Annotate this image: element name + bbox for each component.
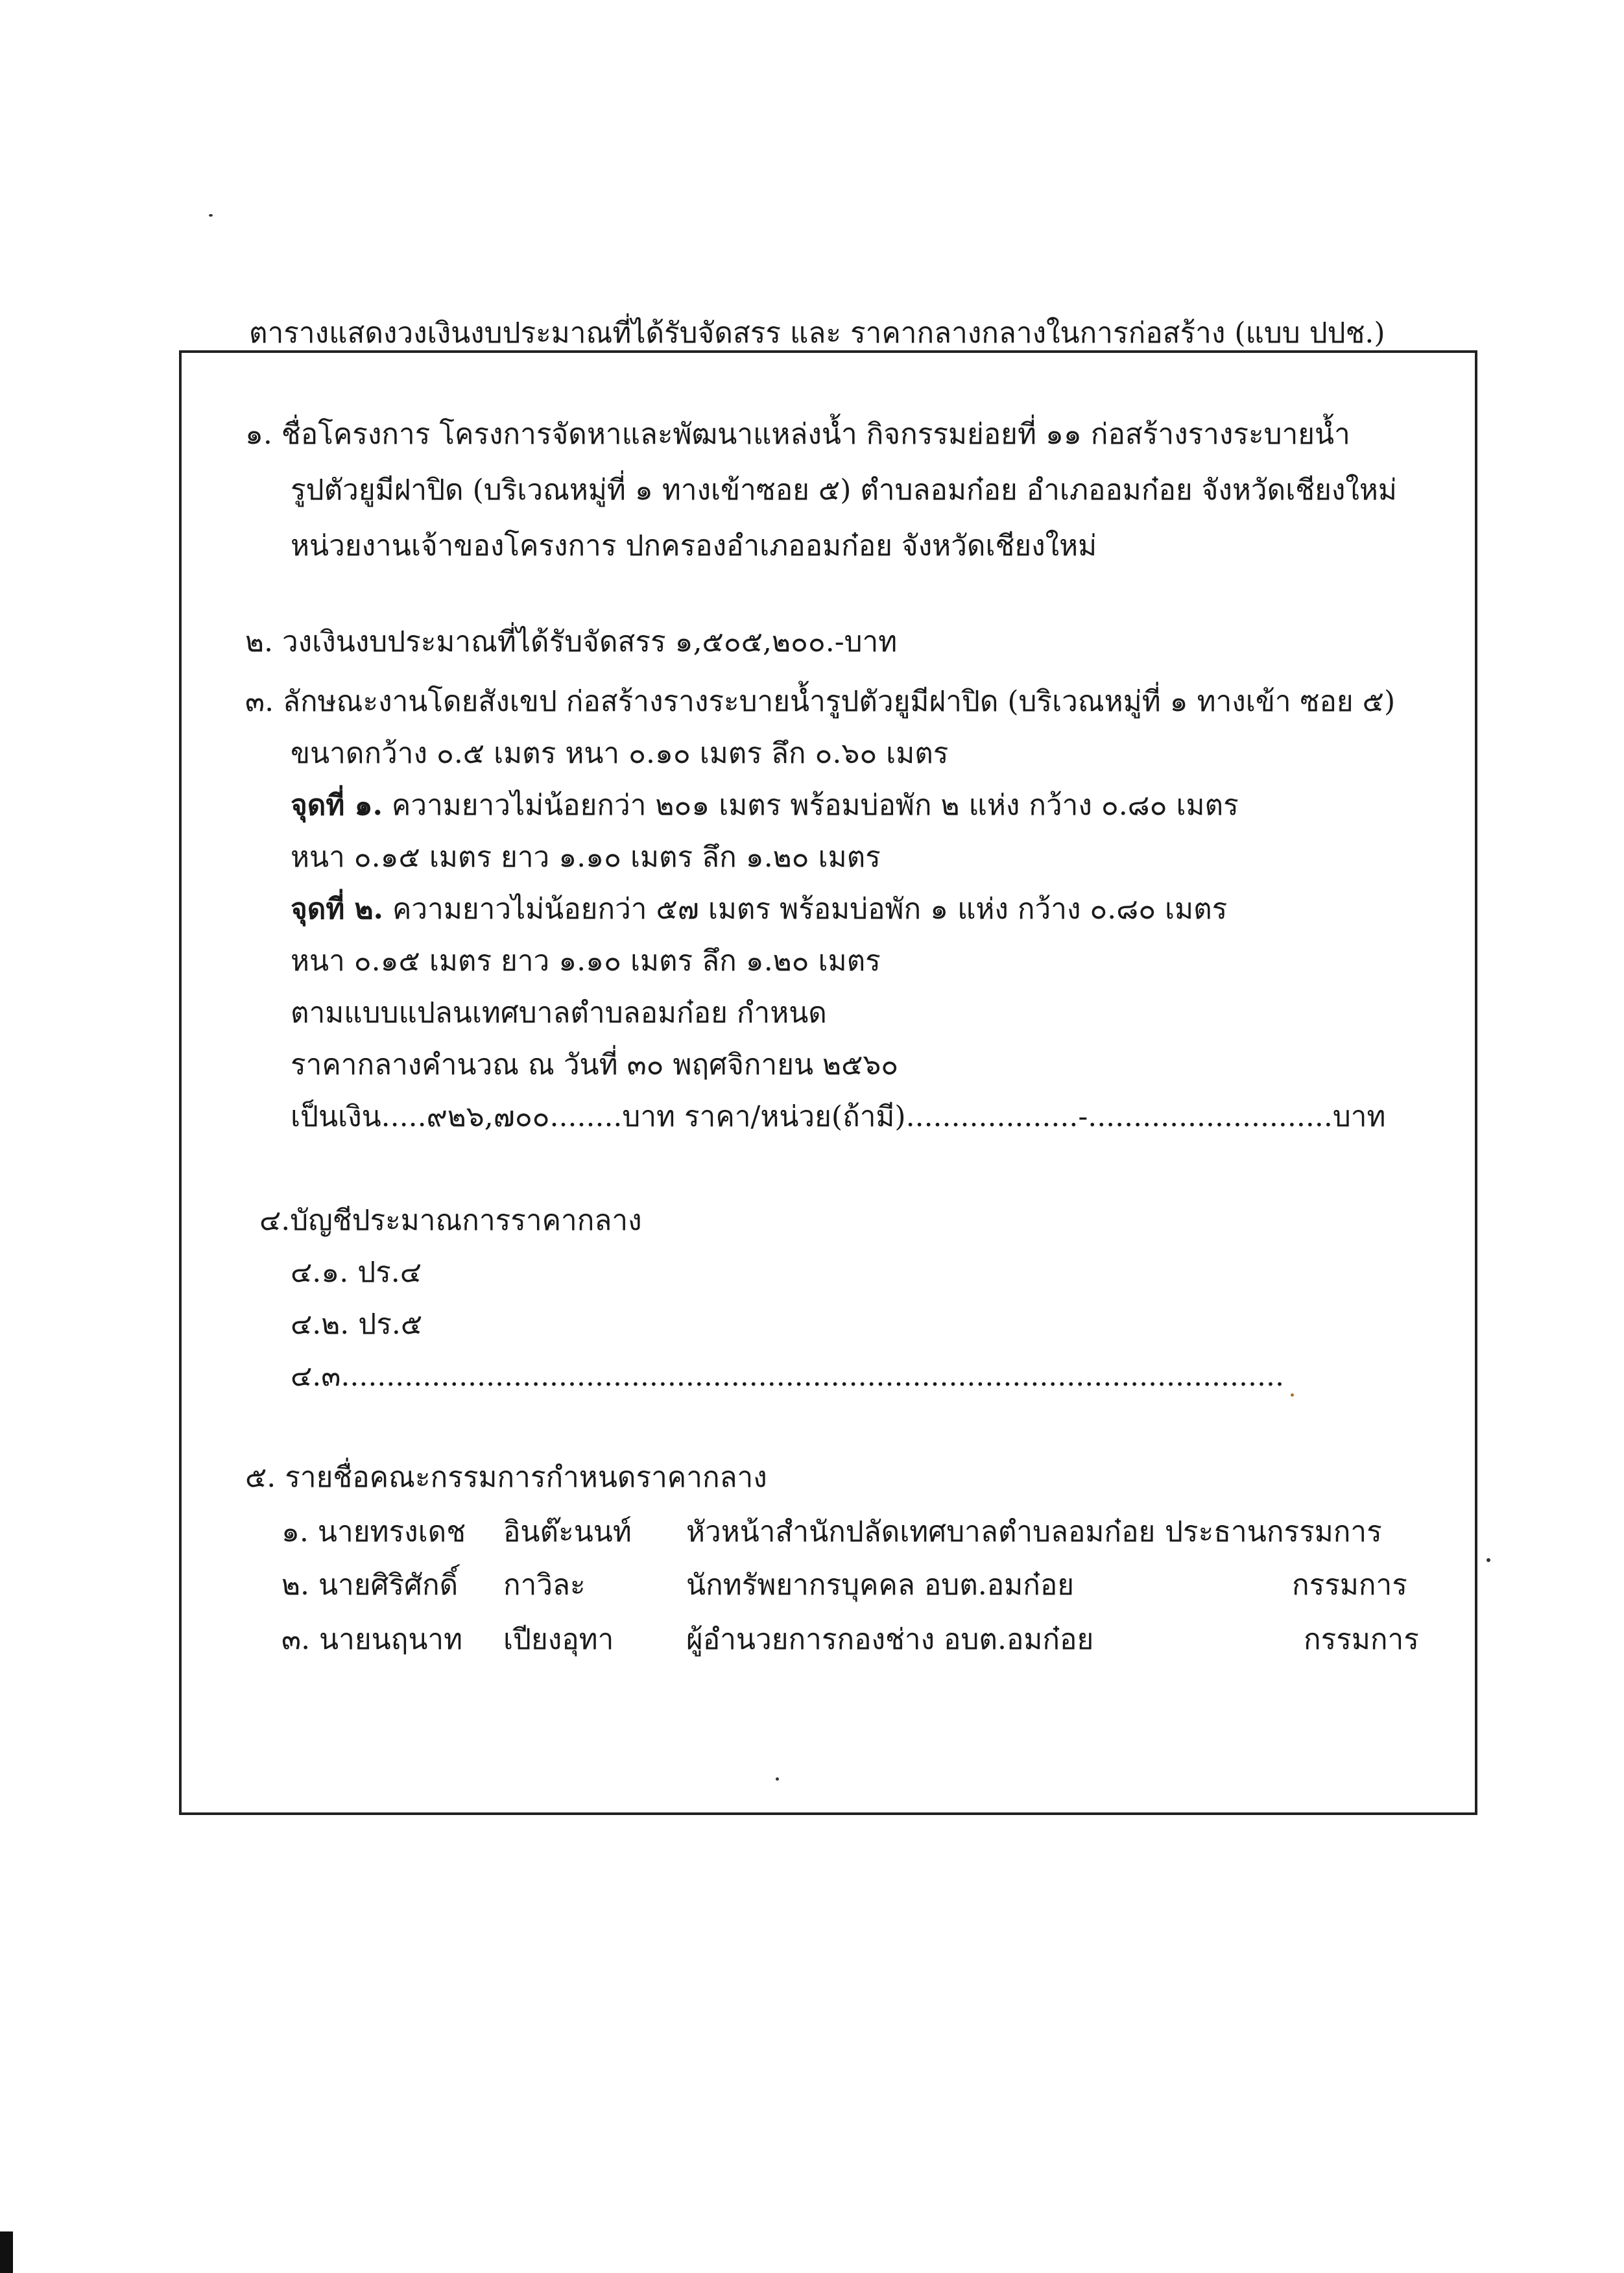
scan-speck [209,214,213,217]
member-name: ๒. นายศิริศักดิ์ [281,1569,459,1602]
budget-line: ๒. วงเงินงบประมาณที่ได้รับจัดสรร ๑,๕๐๕,๒๐๐.-บาท [245,625,898,658]
point1-line [291,782,1239,828]
member-position: ผู้อำนวยการกองช่าง อบต.อมก๋อย [686,1623,1094,1656]
member-surname: อินต๊ะนนท์ [503,1515,632,1548]
price-list-item: ๔.๒. ปร.๕ [291,1308,423,1341]
member-role: กรรมการ [1304,1623,1419,1656]
member-name: ๑. นายทรงเดช [281,1515,466,1548]
dimension-line: ขนาดกว้าง ๐.๕ เมตร หนา ๐.๑๐ เมตร ลึก ๐.๖๐ เมตร [291,737,949,770]
scan-edge-mark [0,2231,13,2273]
project-location-line: รูปตัวยูมีฝาปิด (บริเวณหมู่ที่ ๑ ทางเข้าซอย ๕) ตำบลอมก๋อย อำเภออมก๋อย จังหวัดเชียงใหม่ [291,474,1397,507]
point2-dimension-line: หนา ๐.๑๕ เมตร ยาว ๑.๑๐ เมตร ลึก ๑.๒๐ เมตร [291,944,881,978]
member-role: กรรมการ [1292,1569,1407,1602]
scan-speck [1291,1393,1294,1397]
point2-label: จุดที่ ๒. [291,893,383,926]
work-summary-line: ๓. ลักษณะงานโดยสังเขป ก่อสร้างรางระบายน้ำรูปตัวยูมีฝาปิด (บริเวณหมู่ที่ ๑ ทางเข้า ซอย ๕) [245,685,1396,718]
committee-heading: ๕. รายชื่อคณะกรรมการกำหนดราคากลาง [245,1461,767,1494]
point2-line [291,886,1227,932]
point1-label: จุดที่ ๑. [291,789,383,822]
member-surname: กาวิละ [503,1569,586,1602]
plan-line: ตามแบบแปลนเทศบาลตำบลอมก๋อย กำหนด [291,996,827,1029]
member-position: นักทรัพยากรบุคคล อบต.อมก๋อย [686,1569,1075,1602]
price-list-item: ๔.๓........................................................................................................ [291,1360,1284,1393]
calculation-date-line: ราคากลางคำนวณ ณ วันที่ ๓๐ พฤศจิกายน ๒๕๖๐ [291,1048,899,1081]
document-title: ตารางแสดงวงเงินงบประมาณที่ได้รับจัดสรร และ ราคากลางกลางในการก่อสร้าง (แบบ ปปช.) [249,317,1385,350]
amount-line: เป็นเงิน.....๙๒๖,๗๐๐........บาท ราคา/หน่วย(ถ้ามี)...................-...........................บาท [291,1100,1386,1133]
member-role: ประธานกรรมการ [1165,1515,1382,1548]
price-list-item: ๔.๑. ปร.๔ [291,1256,422,1289]
project-owner-line: หน่วยงานเจ้าของโครงการ ปกครองอำเภออมก๋อย จังหวัดเชียงใหม่ [291,529,1097,562]
point1-text: ความยาวไม่น้อยกว่า ๒๐๑ เมตร พร้อมบ่อพัก ๒ แห่ง กว้าง ๐.๘๐ เมตร [382,789,1239,822]
point2-text: ความยาวไม่น้อยกว่า ๕๗ เมตร พร้อมบ่อพัก ๑ แห่ง กว้าง ๐.๘๐ เมตร [383,893,1228,926]
member-name: ๓. นายนฤนาท [281,1623,463,1656]
price-list-heading: ๔.บัญชีประมาณการราคากลาง [259,1204,642,1237]
scan-speck [1487,1558,1490,1562]
member-surname: เปียงอุทา [503,1623,614,1656]
project-name-line: ๑. ชื่อโครงการ โครงการจัดหาและพัฒนาแหล่งน้ำ กิจกรรมย่อยที่ ๑๑ ก่อสร้างรางระบายน้ำ [245,418,1350,451]
point1-dimension-line: หนา ๐.๑๕ เมตร ยาว ๑.๑๐ เมตร ลึก ๑.๒๐ เมตร [291,841,881,874]
member-position: หัวหน้าสำนักปลัดเทศบาลตำบลอมก๋อย [686,1515,1156,1548]
scan-speck [776,1777,779,1781]
